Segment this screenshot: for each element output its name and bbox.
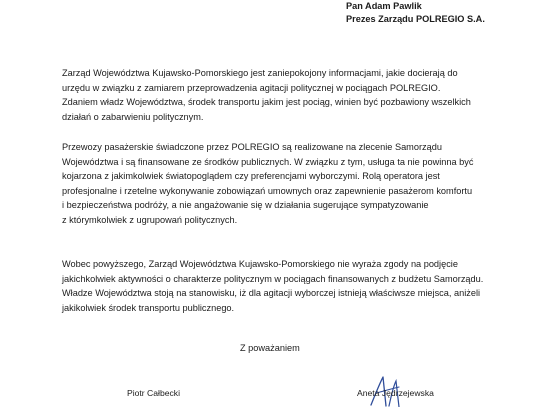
paragraph-line: kojarzona z jakimkolwiek światopoglądem czy preferencjami wyborczymi. Rolą operatora jest (62, 171, 440, 182)
paragraph-line: i bezpieczeństwa podróży, a nie angażowanie się w działania sugerujące sympatyzowanie (62, 200, 429, 211)
paragraph-line: jakikolwiek środek transportu publicznego. (62, 302, 235, 313)
paragraph-line: Wobec powyższego, Zarząd Województwa Kujawsko-Pomorskiego nie wyraża zgody na podjęcie (62, 259, 458, 269)
paragraph-1 (62, 66, 471, 124)
paragraph-line: Władze Województwa stoją na stanowisku, iż dla agitacji wyborczej istnieją właściwsze miejsca, aniżeli (62, 288, 481, 299)
addressee-name: Pan Adam Pawlik (346, 1, 422, 11)
paragraph-line: Zdaniem władz Województwa, środek transportu jakim jest pociąg, winien być pozbawiony wszelkich (62, 97, 471, 108)
signatory-left: Piotr Całbecki (127, 388, 181, 398)
paragraph-line: Województwa i są finansowane ze środków publicznych. W związku z tym, usługa ta nie powinna być (62, 156, 474, 167)
paragraph-3 (62, 257, 483, 315)
paragraph-line: z którymkolwiek z ugrupowań politycznych. (62, 214, 238, 225)
paragraph-line: jakichkolwiek aktywności o charakterze politycznym w pociągach finansowanych z budżetu Samorządu. (62, 273, 484, 284)
paragraph-line: Zarząd Województwa Kujawsko-Pomorskiego jest zaniepokojony informacjami, jakie docierają do (62, 68, 458, 78)
addressee-title: Prezes Zarządu POLREGIO S.A. (346, 13, 485, 24)
closing-phrase: Z poważaniem (240, 343, 300, 353)
signatory-right: Aneta Jędrzejewska (357, 388, 434, 398)
paragraph-2 (62, 140, 473, 228)
paragraph-line: działań o zabarwieniu politycznym. (62, 111, 204, 122)
paragraph-line: profesjonalne i rzetelne wykonywanie zobowiązań umownych oraz zapewnienie pasażerom komfortu (62, 185, 473, 196)
paragraph-line: Przewozy pasażerskie świadczone przez POLREGIO są realizowane na zlecenie Samorządu (62, 142, 442, 152)
addressee-block (346, 0, 485, 25)
paragraph-line: urzędu w związku z zamiarem przeprowadzenia agitacji politycznej w pociągach POLREGIO. (62, 82, 441, 93)
